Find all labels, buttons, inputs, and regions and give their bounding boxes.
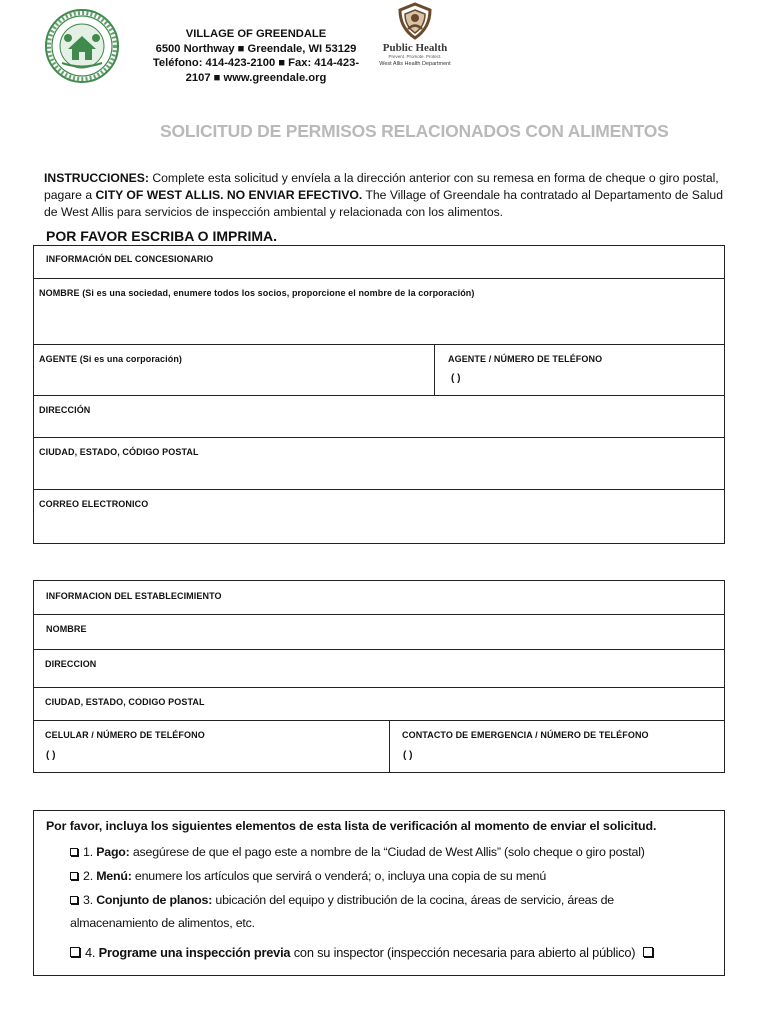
concessionaire-section-label: INFORMACIÓN DEL CONCESIONARIO [46,254,214,264]
emergency-contact-field[interactable] [390,721,724,772]
checklist-item-title: Conjunto de planos: [96,893,213,907]
org-phone: Teléfono: 414-423-2100 ■ Fax: 414-423- [152,57,360,69]
establishment-address-label: DIRECCION [45,659,97,669]
owner-address-label: DIRECCIÓN [39,405,91,415]
establishment-phone-label: CELULAR / NÚMERO DE TELÉFONO [45,730,205,740]
establishment-section-label: INFORMACION DEL ESTABLECIMIENTO [46,591,222,601]
checklist-item-title: Pago: [96,845,130,859]
establishment-name-field[interactable] [34,615,724,648]
checklist-item-text: ubicación del equipo y distribución de la cocina, áreas de servicio, áreas de [212,893,614,907]
checklist-item-text: enumere los artículos que servirá o venderá; o, incluya una copia de su menú [131,869,547,883]
owner-city-field[interactable] [34,438,724,488]
checklist-item-number: 2. [83,869,93,883]
agent-phone-field[interactable] [435,345,724,394]
checklist-heading: Por favor, incluya los siguientes elementos de esta lista de verificación al momento de enviar el solicitud. [46,819,657,833]
emergency-contact-label: CONTACTO DE EMERGENCIA / NÚMERO DE TELÉFONO [402,730,649,740]
checklist-item-number: 3. [83,893,93,907]
agent-field[interactable] [34,345,433,394]
org-name: VILLAGE OF GREENDALE [185,28,327,40]
establishment-city-field[interactable] [34,688,724,719]
logo-department: West Allis Health Department [379,61,451,67]
establishment-address-field[interactable] [34,650,724,686]
owner-name-label: NOMBRE (Si es una sociedad, enumere todos los socios, proporcione el nombre de la corporación) [39,288,475,298]
owner-city-label: CIUDAD, ESTADO, CÓDIGO POSTAL [39,447,199,457]
instructions-payee: CITY OF WEST ALLIS. NO ENVIAR EFECTIVO. [95,188,363,202]
public-health-logo [372,2,458,70]
checklist-item-plans-cont: almacenamiento de alimentos, etc. [70,916,255,930]
checklist-item-payment [70,845,645,859]
checkbox-icon[interactable] [70,947,80,957]
checkbox-icon[interactable] [70,848,78,856]
email-field[interactable] [34,490,724,543]
checklist-item-inspection [70,945,658,960]
org-phone-web: 2107 ■ www.greendale.org [185,71,327,84]
establishment-phone-parens: ( ) [46,750,56,761]
organization-header [118,27,394,85]
shield-icon [396,2,434,40]
instructions-text-2: The Village of Greendale ha contratado al Departamento de Salud de West Allis para servicios de inspección ambiental y relacionada con los alimentos. [44,188,723,219]
checklist-item-text: con su inspector (inspección necesaria para abierto al público) [290,945,636,960]
checklist-item-menu [70,869,546,883]
agent-label: AGENTE (Si es una corporación) [39,354,183,364]
checkbox-icon[interactable] [70,896,78,904]
instructions-text-1: Complete esta solicitud y envíela a la dirección anterior con su remesa en forma de cheque o giro postal, pagare a [44,171,719,202]
checkbox-icon[interactable] [70,872,78,880]
checklist-item-text: asegúrese de que el pago este a nombre de la “Ciudad de West Allis” (solo cheque o giro postal) [129,845,645,859]
checklist-item-number: 1. [83,845,93,859]
org-address: 6500 Northway ■ Greendale, WI 53129 [155,42,357,55]
village-seal-logo [44,8,120,84]
logo-tagline: Prevent. Promote. Protect. [388,54,442,59]
instructions [44,170,724,221]
agent-phone-label: AGENTE / NÚMERO DE TELÉFONO [448,354,603,364]
form-title: SOLICITUD DE PERMISOS RELACIONADOS CON ALIMENTOS [160,121,669,141]
print-notice: POR FAVOR ESCRIBA O IMPRIMA. [46,228,278,244]
checklist-item-title: Programe una inspección previa [98,945,291,960]
email-label: CORREO ELECTRONICO [39,499,149,509]
checklist-item-number: 4. [85,945,96,960]
instructions-label: INSTRUCCIONES: [44,171,149,185]
logo-title: Public Health [382,42,448,54]
checklist-item-plans [70,893,614,907]
checklist-item-title: Menú: [96,869,132,883]
owner-address-field[interactable] [34,396,724,436]
checkbox-icon[interactable] [643,947,653,957]
agent-phone-parens: ( ) [451,373,461,384]
emergency-contact-parens: ( ) [403,750,413,761]
owner-name-field[interactable] [34,279,724,343]
establishment-phone-field[interactable] [34,721,388,772]
establishment-city-label: CIUDAD, ESTADO, CODIGO POSTAL [45,697,205,707]
establishment-name-label: NOMBRE [46,624,87,634]
